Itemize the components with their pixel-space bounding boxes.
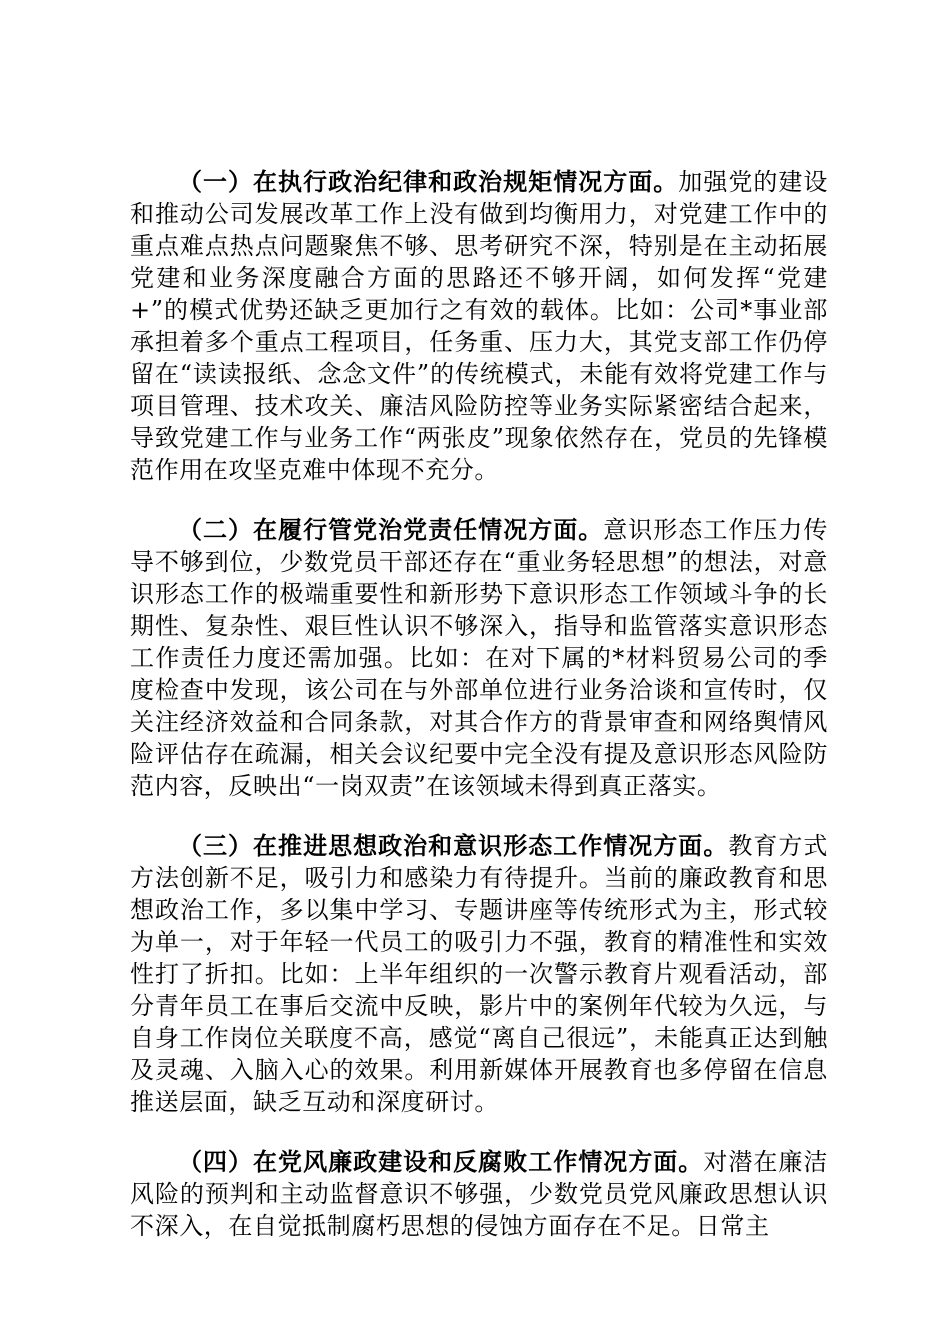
section-3-body: 教育方式方法创新不足，吸引力和感染力有待提升。当前的廉政教育和思想政治工作，多以集中学习、专题讲座等传统形式为主，形式较为单一，对于年轻一代员工的吸引力不强，教育的精准性和实效性打了折扣。比如：上半年组织的一次警示教育片观看活动，部分青年员工在事后交流中反映，影片中的案例年代较为久远，与自身工作岗位关联度不高，感觉“离自己很远”，未能真正达到触及灵魂、入脑入心的效果。利用新媒体开展教育也多停留在信息推送层面，缺乏互动和深度研讨。 xyxy=(130,832,828,1116)
document-page xyxy=(130,166,828,1270)
section-2-body: 意识形态工作压力传导不够到位，少数党员干部还存在“重业务轻思想”的想法，对意识形态工作的极端重要性和新形势下意识形态工作领域斗争的长期性、复杂性、艰巨性认识不够深入，指导和监管落实意识形态工作责任力度还需加强。比如：在对下属的*材料贸易公司的季度检查中发现，该公司在与外部单位进行业务洽谈和宣传时，仅关注经济效益和合同条款，对其合作方的背景审查和网络舆情风险评估存在疏漏，相关会议纪要中完全没有提及意识形态风险防范内容，反映出“一岗双责”在该领域未得到真正落实。 xyxy=(130,516,828,800)
section-2-heading: （二）在履行管党治党责任情况方面。 xyxy=(178,515,604,544)
section-3-paragraph xyxy=(130,830,828,1118)
section-3-heading: （三）在推进思想政治和意识形态工作情况方面。 xyxy=(178,831,729,860)
section-1-heading: （一）在执行政治纪律和政治规矩情况方面。 xyxy=(178,167,679,196)
section-4-body: 对潜在廉洁风险的预判和主动监督意识不够强，少数党员党风廉政思想认识不深入，在自觉抵制腐朽思想的侵蚀方面存在不足。日常主 xyxy=(130,1148,828,1240)
section-4-heading: （四）在党风廉政建设和反腐败工作情况方面。 xyxy=(178,1147,704,1176)
section-4-paragraph xyxy=(130,1146,828,1242)
section-2-paragraph xyxy=(130,514,828,802)
section-1-body: 加强党的建设和推动公司发展改革工作上没有做到均衡用力，对党建工作中的重点难点热点问题聚焦不够、思考研究不深，特别是在主动拓展党建和业务深度融合方面的思路还不够开阔，如何发挥“党建+”的模式优势还缺乏更加行之有效的载体。比如：公司*事业部承担着多个重点工程项目，任务重、压力大，其党支部工作仍停留在“读读报纸、念念文件”的传统模式，未能有效将党建工作与项目管理、技术攻关、廉洁风险防控等业务实际紧密结合起来，导致党建工作与业务工作“两张皮”现象依然存在，党员的先锋模范作用在攻坚克难中体现不充分。 xyxy=(130,168,828,484)
section-1-paragraph xyxy=(130,166,828,486)
